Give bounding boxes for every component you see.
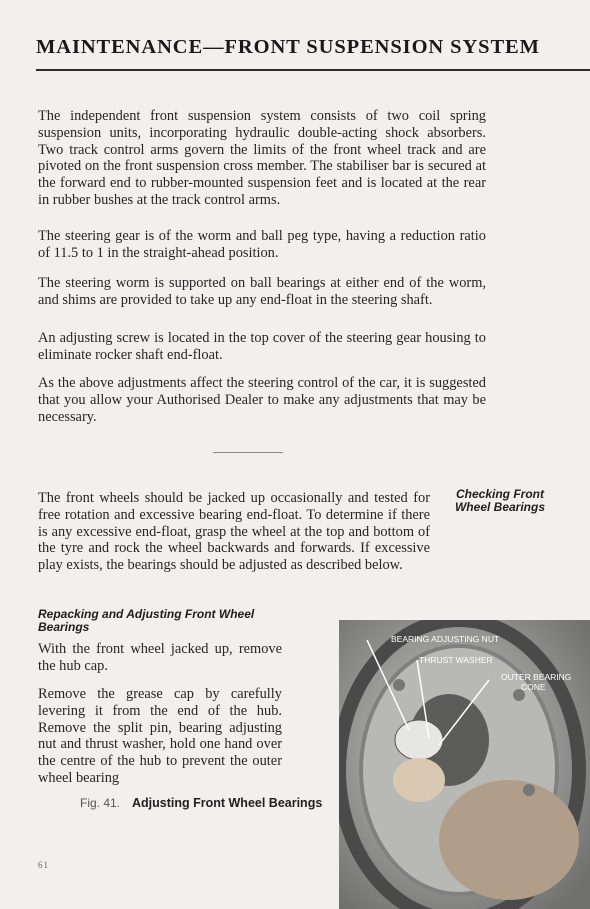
paragraph-adjustments: As the above adjustments affect the steering control of the car, it is suggested that you allow your Authorised Dealer to make any adjustments that may be necessary. — [38, 375, 486, 425]
figure-caption-title: Adjusting Front Wheel Bearings — [132, 796, 323, 810]
label-cone-1: OUTER BEARING — [501, 672, 572, 682]
paragraph-steering-gear: The steering gear is of the worm and ball peg type, having a reduction ratio of 11.5 to 1 in the straight-ahead position. — [38, 228, 486, 261]
wheel-nut-shape — [523, 784, 535, 796]
label-washer: THRUST WASHER — [419, 655, 493, 665]
bearing-nut-shape — [395, 720, 443, 760]
wheel-nut-shape — [393, 679, 405, 691]
paragraph-steering-worm: The steering worm is supported on ball bearings at either end of the worm, and shims are provided to take up any end-float in the steering shaft. — [38, 275, 486, 308]
figure-number: Fig. 41. — [80, 796, 121, 810]
paragraph-intro: The independent front suspension system consists of two coil spring suspension units, incorporating hydraulic double-acting shock absorbers. Two track control arms govern the limits of the front wheel track and are pivoted on the front suspension cross member. The stabiliser bar is secured at the forward end to rubber-mounted suspension feet and is located at the rear in rubber bushes at the track control arms. — [38, 108, 486, 208]
page-number: 61 — [38, 860, 49, 870]
header-rule — [36, 69, 590, 71]
arm-shape — [439, 780, 579, 900]
figure-hub-photo — [339, 620, 590, 909]
hub-illustration — [339, 620, 590, 909]
label-cone-2: CONE — [521, 682, 546, 692]
paragraph-repacking-1: With the front wheel jacked up, remove the hub cap. — [38, 641, 282, 674]
section-divider — [213, 452, 283, 453]
paragraph-adjusting-screw: An adjusting screw is located in the top cover of the steering gear housing to eliminate rocker shaft end-float. — [38, 330, 486, 363]
side-heading-checking: Checking Front Wheel Bearings — [454, 487, 546, 515]
label-nut: BEARING ADJUSTING NUT — [391, 634, 500, 644]
hand-shape — [393, 758, 445, 802]
figure-caption — [80, 797, 330, 811]
page-title: MAINTENANCE—FRONT SUSPENSION SYSTEM — [36, 36, 540, 58]
paragraph-checking: The front wheels should be jacked up occasionally and tested for free rotation and excessive bearing end-float. To determine if there is any excessive end-float, grasp the wheel at the top and bottom of the tyre and rock the wheel backwards and forwards. If excessive play exists, the bearings should be adjusted as described below. — [38, 490, 430, 574]
sub-heading-repacking: Repacking and Adjusting Front Wheel Bearings — [38, 607, 255, 634]
paragraph-repacking-2: Remove the grease cap by carefully levering it from the end of the hub. Remove the split pin, bearing adjusting nut and thrust washer, hold one hand over the centre of the hub to prevent the outer wheel bearing — [38, 686, 282, 786]
